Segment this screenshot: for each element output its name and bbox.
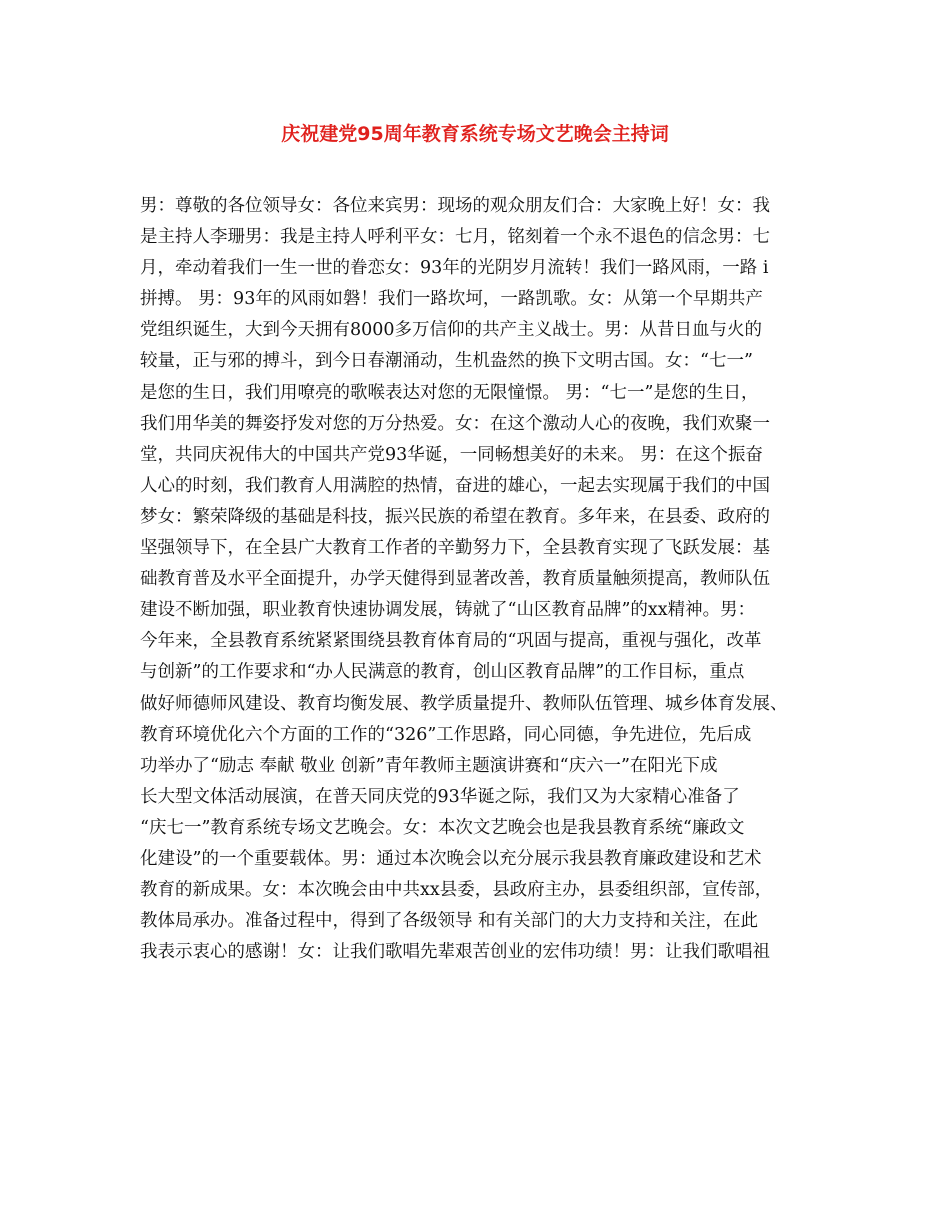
body-line: 男：尊敬的各位领导女：各位来宾男：现场的观众朋友们合：大家晚上好！女：我: [140, 196, 770, 216]
body-line: 堂，共同庆祝伟大的中国共产党93华诞，一同畅想美好的未来。 男：在这个振奋: [140, 444, 763, 465]
body-line: 建设不断加强，职业教育快速协调发展，铸就了“山区教育品牌”的xx精神。男：: [140, 600, 756, 621]
body-line: 较量，正与邪的搏斗，到今日春潮涌动，生机盎然的换下文明古国。女：“七一”: [140, 351, 753, 372]
body-line: 化建设”的一个重要载体。男：通过本次晚会以充分展示我县教育廉政建设和艺术: [140, 848, 762, 869]
body-line: 我们用华美的舞姿抒发对您的万分热爱。女：在这个激动人心的夜晚，我们欢聚一: [140, 413, 770, 434]
body-line: 我表示衷心的感谢！女：让我们歌唱先辈艰苦创业的宏伟功绩！男：让我们歌唱祖: [140, 942, 770, 963]
document-body: [140, 191, 840, 968]
body-line: “庆七一”教育系统专场文艺晚会。女：本次文艺晚会也是我县教育系统“廉政文: [140, 817, 745, 838]
body-line: 教育的新成果。女：本次晚会由中共xx县委，县政府主办，县委组织部，宣传部，: [140, 880, 773, 901]
body-line: 教体局承办。准备过程中，得到了各级领导 和有关部门的大力支持和关注，在此: [140, 911, 759, 932]
body-line: 做好师德师风建设、教育均衡发展、教学质量提升、教师队伍管理、城乡体育发展、: [140, 693, 788, 714]
body-line: 梦女：繁荣降级的基础是科技，振兴民族的希望在教育。多年来，在县委、政府的: [140, 506, 770, 527]
body-line: 坚强领导下，在全县广大教育工作者的辛勤努力下，全县教育实现了飞跃发展：基: [140, 538, 770, 559]
body-line: 长大型文体活动展演，在普天同庆党的93华诞之际，我们又为大家精心准备了: [140, 786, 740, 807]
body-line: 教育环境优化六个方面的工作的“326”工作思路，同心同德，争先进位，先后成: [140, 724, 752, 745]
body-line: 是您的生日，我们用嘹亮的歌喉表达对您的无限憧憬。 男：“七一”是您的生日，: [140, 382, 759, 403]
body-line: 人心的时刻，我们教育人用满腔的热情，奋进的雄心，一起去实现属于我们的中国: [140, 475, 770, 496]
body-line: 党组织诞生，大到今天拥有8000多万信仰的共产主义战士。男：从昔日血与火的: [140, 320, 763, 341]
body-line: 与创新”的工作要求和“办人民满意的教育，创山区教育品牌”的工作目标，重点: [140, 662, 745, 683]
body-line: 月，牵动着我们一生一世的眷恋女：93年的光阴岁月流转！我们一路风雨，一路 i: [140, 258, 769, 279]
body-line: 础教育普及水平全面提升，办学天健得到显著改善，教育质量触须提高，教师队伍: [140, 569, 770, 590]
body-line: 功举办了“励志 奉献 敬业 创新”青年教师主题演讲赛和“庆六一”在阳光下成: [140, 755, 718, 776]
body-line: 今年来，全县教育系统紧紧围绕县教育体育局的“巩固与提高，重视与强化，改革: [140, 631, 762, 652]
body-line: 拼搏。 男：93年的风雨如磐！我们一路坎坷，一路凯歌。女：从第一个早期共产: [140, 289, 763, 310]
body-line: 是主持人李珊男：我是主持人呼利平女：七月，铭刻着一个永不退色的信念男：七: [140, 227, 770, 248]
document-title: 庆祝建党95周年教育系统专场文艺晚会主持词: [281, 123, 669, 145]
